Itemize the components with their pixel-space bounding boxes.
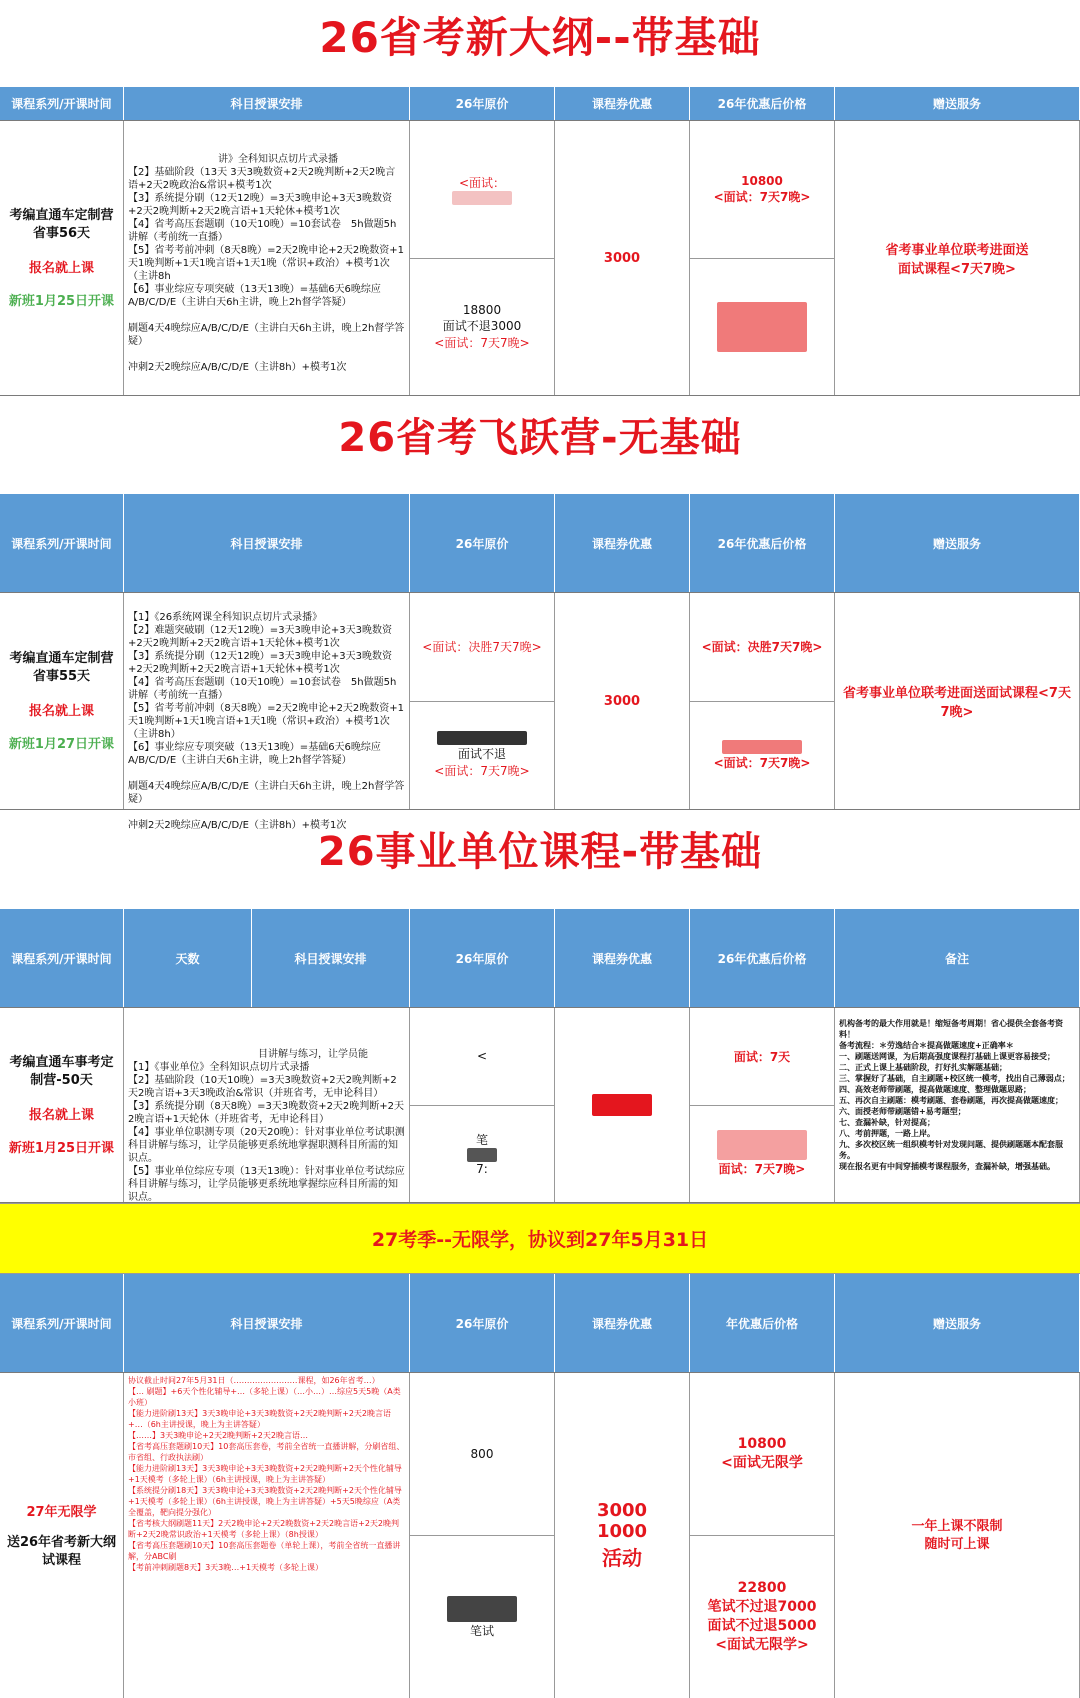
schedule-line: 【能力进阶刷13天】3天3晚申论+3天3晚数资+2天2晚判断+2天个性化辅导+1天模考（多轮上课）（6h主讲授课，晚上为主讲答疑） — [128, 1464, 402, 1484]
schedule-line: 冲刺2天2晚综应A/B/C/D/E（主讲8h）+模考1次 — [128, 362, 347, 373]
header-orig-price: 26年原价 — [410, 87, 555, 120]
schedule-line: 【5】省考考前冲刺（8天8晚）=2天2晚申论+2天2晚数资+1天1晚判断+1天1晚言语+1天1晚（常识+政治）+模考1次（主讲8h） — [128, 703, 405, 740]
section2-header — [0, 494, 1080, 592]
section2-row — [0, 592, 1080, 831]
schedule-cell — [124, 1373, 410, 1698]
after-bottom-4: <面试无限学> — [715, 1637, 809, 1653]
header-coupon: 课程券优惠 — [555, 87, 690, 120]
section1-header — [0, 87, 1080, 120]
after-price-bottom — [690, 1106, 834, 1203]
after-price-top — [690, 1373, 834, 1536]
schedule-line: 【3】系统提分刷（8天8晚）=3天3晚数资+2天2晚判断+2天2晚言语+1天轮休（并班省考，无申论科目） — [128, 1101, 405, 1125]
header-schedule: 科目授课安排 — [124, 494, 410, 592]
after-price-top — [690, 593, 834, 702]
redaction-mark — [437, 731, 527, 745]
gift-text: 省考事业单位联考进面送 — [885, 243, 1029, 258]
after-bottom: <面试：7天7晚> — [713, 755, 811, 770]
orig-price-cell — [410, 121, 555, 395]
note-line: 七、查漏补缺，针对提高； — [839, 1118, 935, 1127]
after-price-cell — [690, 1373, 835, 1698]
coupon-2: 1000 — [596, 1521, 648, 1542]
orig-price-cell — [410, 1008, 555, 1202]
orig-price-cell — [410, 1373, 555, 1698]
orig-bottom-2: 7: — [476, 1162, 488, 1177]
orig-price-bottom — [410, 259, 554, 396]
redaction-mark — [452, 191, 512, 205]
promo-banner: 27考季--无限学，协议到27年5月31日 — [0, 1203, 1080, 1274]
after-bottom-2: 笔试不过退7000 — [707, 1599, 817, 1615]
section4-row — [0, 1372, 1080, 1698]
after-top-2: <面试：7天7晚> — [713, 189, 811, 204]
after-price-top — [690, 1008, 834, 1106]
section1-row — [0, 120, 1080, 396]
header-after-price: 26年优惠后价格 — [690, 494, 835, 592]
header-coupon: 课程券优惠 — [555, 909, 690, 1007]
section1-title: 26省考新大纲--带基础 — [319, 13, 761, 62]
schedule-line — [128, 767, 405, 780]
series-cell — [0, 1373, 124, 1698]
header-after-price: 26年优惠后价格 — [690, 909, 835, 1007]
note-line: 五、再次自主刷题：模考刷题、套卷刷题，再次提高做题速度； — [839, 1096, 1063, 1105]
start-date: 新班1月25日开课 — [8, 294, 115, 309]
orig-top-text: < — [476, 1049, 488, 1064]
schedule-cell — [124, 121, 410, 395]
header-schedule: 科目授课安排 — [252, 909, 410, 1007]
series-name-1: 27年无限学 — [26, 1505, 97, 1520]
start-date: 新班1月25日开课 — [8, 1141, 115, 1156]
after-price-cell — [690, 593, 835, 809]
redaction-mark — [717, 302, 807, 352]
orig-price-top — [410, 593, 554, 702]
after-bottom: 面试：7天7晚> — [718, 1162, 806, 1177]
redaction-mark — [717, 1130, 807, 1160]
note-line: 四、高效老师带刷题，提高做题速度、整理做题思路； — [839, 1085, 1031, 1094]
gift-cell: 省考事业单位联考进面送面试课程<7天7晚> — [835, 593, 1080, 809]
schedule-line: 【6】事业综应专项突破（13天13晚）=基础6天6晚综应A/B/C/D/E（主讲白天6h主讲，晚上2h督学答疑） — [128, 742, 381, 766]
header-orig-price: 26年原价 — [410, 909, 555, 1007]
header-coupon: 课程券优惠 — [555, 494, 690, 592]
schedule-line: 【考前冲刺刷题8天】3天3晚…+1天模考（多轮上课） — [128, 1563, 324, 1572]
coupon-3: 活动 — [602, 1546, 642, 1570]
header-coupon: 课程券优惠 — [555, 1274, 690, 1372]
orig-bottom-1: 18800 — [462, 302, 502, 317]
schedule-line: 【5】省考考前冲刺（8天8晚）=2天2晚申论+2天2晚数资+1天1晚判断+1天1晚言语+1天1晚（常识+政治）+模考1次（主讲8h — [128, 245, 405, 282]
schedule-line: 【2】难题突破刷（12天12晚）=3天3晚申论+3天3晚数资+2天2晚判断+2天2晚言语+1天轮休+模考1次 — [128, 625, 393, 649]
header-orig-price: 26年原价 — [410, 494, 555, 592]
header-orig-price: 26年原价 — [410, 1274, 555, 1372]
orig-price-top — [410, 1008, 554, 1106]
gift-1: 一年上课不限制 — [911, 1518, 1003, 1534]
header-gift: 赠送服务 — [835, 494, 1080, 592]
schedule-line: 【6】事业综应专项突破（13天13晚）=基础6天6晚综应A/B/C/D/E（主讲白天6h主讲，晚上2h督学答疑） — [128, 284, 381, 308]
header-after-price: 年优惠后价格 — [690, 1274, 835, 1372]
after-price-cell — [690, 1008, 835, 1202]
header-gift: 赠送服务 — [835, 1274, 1080, 1372]
series-name: 考编直通车定制营省事55天 — [9, 651, 114, 684]
schedule-line: 【1】《事业单位》全科知识点切片式录播 — [128, 1062, 310, 1073]
schedule-line — [128, 806, 405, 819]
after-top: 面试：7天 — [733, 1049, 791, 1064]
orig-top-text: <面试：决胜7天7晚> — [422, 640, 542, 655]
after-price-bottom — [690, 702, 834, 810]
after-bottom-1: 22800 — [737, 1580, 787, 1596]
schedule-line: 【3】系统提分刷（12天12晚）=3天3晚申论+3天3晚数资+2天2晚判断+2天2晚言语+1天轮休+模考1次 — [128, 193, 393, 217]
section3-row — [0, 1007, 1080, 1203]
schedule-line: 【1】《26系统网课全科知识点切片式录播》 — [128, 612, 323, 623]
series-cell — [0, 1008, 124, 1202]
header-days: 天数 — [124, 909, 252, 1007]
schedule-line: 【省考高压套题刷10天】10套高压套题卷（单轮上课），考前全省统一直播讲解，分ABC刷 — [128, 1541, 401, 1561]
schedule-line: 【省考核大纲刷题11天】2天2晚申论+2天2晚数资+2天2晚言语+2天2晚判断+2天2晚常识政治+1天模考（多轮上课）（8h授课） — [128, 1519, 400, 1539]
after-price-bottom — [690, 259, 834, 396]
header-schedule: 科目授课安排 — [124, 1274, 410, 1372]
schedule-line: 冲刺2天2晚综应A/B/C/D/E（主讲8h）+模考1次 — [128, 820, 347, 831]
after-bottom-3: 面试不过退5000 — [707, 1618, 817, 1634]
schedule-line: 【……】3天3晚申论+2天2晚判断+2天2晚言语… — [128, 1431, 308, 1440]
after-top-2: <面试无限学 — [721, 1455, 803, 1471]
section2-title: 26省考飞跃营-无基础 — [338, 415, 742, 461]
notes-cell — [835, 1008, 1080, 1202]
note-line: 二、正式上课上基础阶段，打好扎实解题基础； — [839, 1063, 1007, 1072]
schedule-line: 刷题4天4晚综应A/B/C/D/E（主讲白天6h主讲，晚上2h督学答疑） — [128, 781, 405, 805]
schedule-cell — [124, 593, 410, 831]
signup-label: 报名就上课 — [28, 261, 94, 276]
redaction-mark — [722, 740, 802, 754]
after-top-1: 10800 — [737, 1436, 787, 1452]
coupon-1: 3000 — [596, 1500, 648, 1521]
note-line: 一、刷题送网课，为后期高强度课程打基础上课更容易接受； — [839, 1052, 1055, 1061]
schedule-line: 【省考高压套题刷10天】10套高压套卷，考前全省统一直播讲解，分刷省组、市省组、行政执法刷） — [128, 1442, 405, 1462]
header-series: 课程系列/开课时间 — [0, 909, 124, 1007]
gift-cell — [835, 1373, 1080, 1698]
orig-bottom-3: <面试：7天7晚> — [434, 335, 530, 350]
note-line: 六、面授老师带刷题错+易考题型； — [839, 1107, 966, 1116]
redaction-mark — [447, 1596, 517, 1622]
after-price-top — [690, 121, 834, 259]
orig-bottom-1: 面试不退 — [457, 747, 506, 762]
coupon-cell — [555, 1373, 690, 1698]
gift-2: 随时可上课 — [924, 1536, 990, 1552]
coupon-cell: 3000 — [555, 593, 690, 809]
schedule-line: 【系统提分刷18天】3天3晚申论+3天3晚数资+2天2晚判断+2天个性化辅导+1天模考（多轮上课）（6h主讲授课，晚上为主讲答疑）+5天5晚综应（A类全覆盖，靶向提分强化） — [128, 1486, 402, 1517]
note-line: 现在报名更有中间穿插模考课程服务，查漏补缺，增强基础。 — [839, 1162, 1055, 1171]
schedule-line — [128, 348, 405, 361]
redaction-mark — [467, 1148, 497, 1162]
note-line: 机构备考的最大作用就是！缩短备考周期！省心提供全套备考资料！ — [839, 1019, 1063, 1039]
section4-header — [0, 1274, 1080, 1372]
after-top: <面试：决胜7天7晚> — [701, 640, 823, 655]
orig-bottom-2: 面试不退3000 — [442, 318, 522, 333]
header-series: 课程系列/开课时间 — [0, 1274, 124, 1372]
signup-label: 报名就上课 — [28, 1108, 94, 1123]
schedule-line: 【… 刷题】+6天个性化辅导+…（多轮上课）（…小…）…综应5天5晚（A类小班） — [128, 1387, 401, 1407]
series-name: 考编直通车定制营省事56天 — [9, 208, 114, 241]
coupon-cell: 3000 — [555, 121, 690, 395]
orig-bottom-1: 笔 — [475, 1133, 488, 1148]
note-line: 九、多次校区统一组织模考针对发现问题、提供刷题题本配套服务。 — [839, 1140, 1063, 1160]
orig-top-text: <面试： — [458, 175, 506, 190]
schedule-line: 【4】省考高压套题刷（10天10晚）=10套试卷 5h做题5h讲解（考前统一直播） — [128, 219, 397, 243]
schedule-line: 刷题4天4晚综应A/B/C/D/E（主讲白天6h主讲，晚上2h督学答疑） — [128, 323, 405, 347]
section3-header — [0, 909, 1080, 1007]
section3-title: 26事业单位课程-带基础 — [317, 829, 763, 875]
header-gift: 赠送服务 — [835, 87, 1080, 120]
after-top-1: 10800 — [741, 173, 783, 188]
header-series: 课程系列/开课时间 — [0, 494, 124, 592]
series-name: 考编直通车事考定制营-50天 — [9, 1055, 114, 1088]
gift-cell — [835, 121, 1080, 395]
series-cell — [0, 121, 124, 395]
gift-text-2: 面试课程<7天7晚> — [898, 262, 1016, 277]
orig-price-bottom — [410, 702, 554, 810]
series-name-2: 送26年省考新大纲试课程 — [6, 1535, 117, 1568]
orig-price-bottom — [410, 1536, 554, 1698]
orig-price-top — [410, 1373, 554, 1536]
series-cell — [0, 593, 124, 809]
orig-bottom-text: 笔试 — [469, 1623, 494, 1638]
schedule-line: 协议截止时间27年5月31日（……………………课程，如26年省考…） — [128, 1376, 380, 1385]
orig-price-top — [410, 121, 554, 259]
after-price-cell — [690, 121, 835, 395]
redaction-mark — [592, 1094, 652, 1116]
orig-price-cell — [410, 593, 555, 809]
note-line: 三、掌握好了基础，自主刷题+校区统一模考，找出自己薄弱点； — [839, 1074, 1070, 1083]
schedule-line: 【2】基础阶段（13天 3天3晚数资+2天2晚判断+2天2晚言语+2天2晚政治&常识+模考1次 — [128, 167, 396, 191]
signup-label: 报名就上课 — [28, 704, 94, 719]
header-schedule: 科目授课安排 — [124, 87, 410, 120]
note-line: 备考流程：＊劳逸结合＊提高做题速度+正确率＊ — [839, 1041, 1014, 1050]
schedule-line: 【5】事业单位综应专项（13天13晚）：针对事业单位考试综应科目讲解与练习，让学员能够更系统地掌握综应科目所需的知识点。 — [128, 1166, 405, 1203]
schedule-line: 【4】事业单位职测专项（20天20晚）：针对事业单位考试职测科目讲解与练习，让学员能够更系统地掌握职测科目所需的知识点。 — [128, 1127, 405, 1164]
start-date: 新班1月27日开课 — [8, 737, 115, 752]
header-notes: 备注 — [835, 909, 1080, 1007]
orig-top-text: 800 — [470, 1447, 494, 1461]
header-series: 课程系列/开课时间 — [0, 87, 124, 120]
schedule-line: 【能力进阶刷13天】3天3晚申论+3天3晚数资+2天2晚判断+2天2晚言语+…（6h主讲授课，晚上为主讲答疑） — [128, 1409, 392, 1429]
schedule-line: 【4】省考高压套题刷（10天10晚）=10套试卷 5h做题5h讲解（考前统一直播） — [128, 677, 397, 701]
coupon-cell — [555, 1008, 690, 1202]
orig-price-bottom — [410, 1106, 554, 1203]
schedule-line: 讲》全科知识点切片式录播 — [218, 154, 338, 165]
note-line: 八、考前押题，一路上岸。 — [839, 1129, 935, 1138]
after-price-bottom — [690, 1536, 834, 1698]
schedule-line: 目讲解与练习，让学员能 — [258, 1049, 368, 1060]
schedule-line: 【3】系统提分刷（12天12晚）=3天3晚申论+3天3晚数资+2天2晚判断+2天2晚言语+1天轮休+模考1次 — [128, 651, 393, 675]
schedule-cell — [124, 1008, 410, 1202]
schedule-line: 【2】基础阶段（10天10晚）=3天3晚数资+2天2晚判断+2天2晚言语+3天3晚政治&常识（并班省考，无申论科目） — [128, 1075, 397, 1099]
header-after-price: 26年优惠后价格 — [690, 87, 835, 120]
orig-bottom-2: <面试：7天7晚> — [434, 764, 530, 779]
schedule-line — [128, 309, 405, 322]
